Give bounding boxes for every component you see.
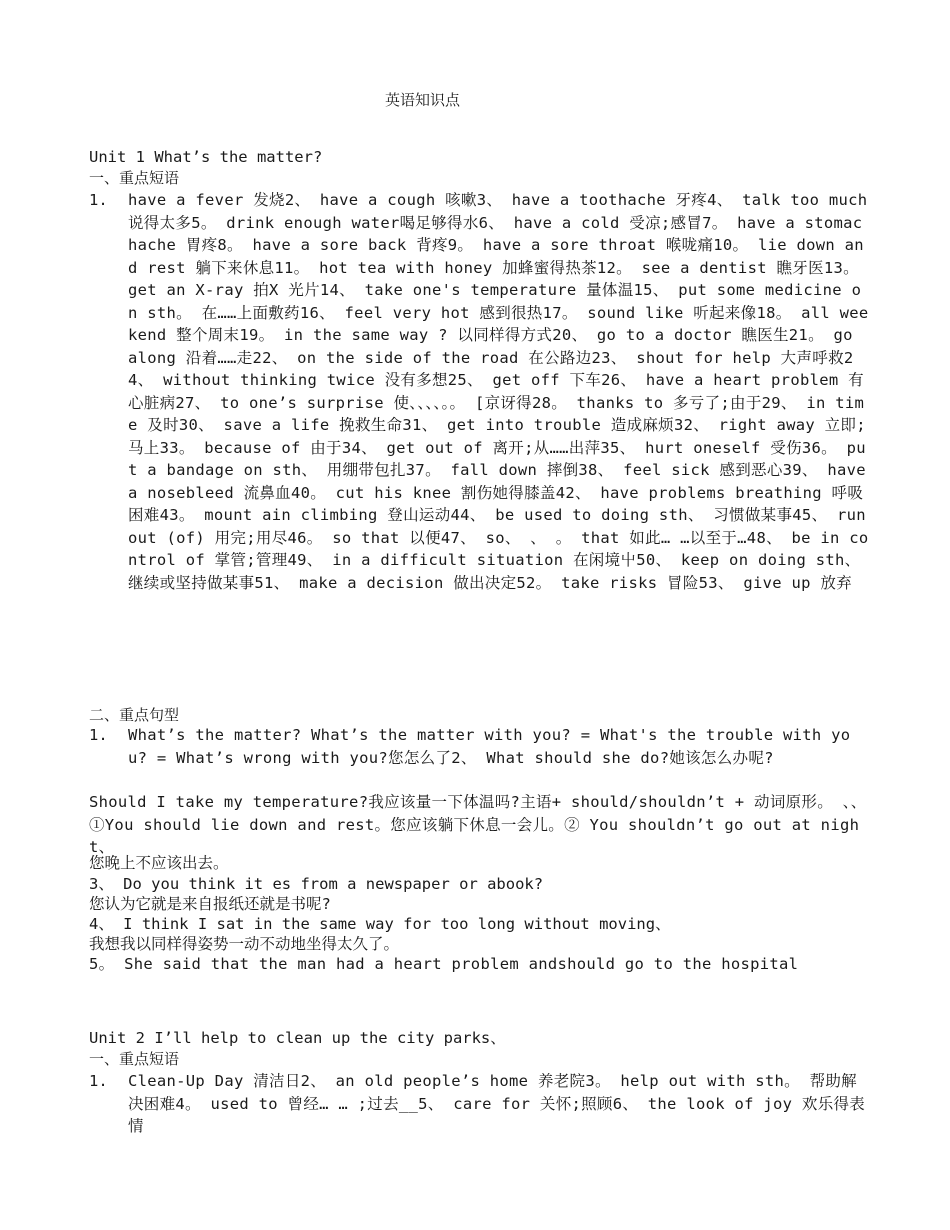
unit1-sentence-2-translation: 您晚上不应该出去。 (89, 854, 229, 872)
unit1-phrases-text: have a fever 发烧2、 have a cough 咳嗽3、 have a toothache 牙疼4、 talk too much 说得太多5。 drink enough water喝足够得水6、 have a cold 受凉;感冒7。 have a stomachache 胃疼8。 have a sore back 背疼9。 have a sore throat 喉咙痛10。 lie down and rest 躺下来休息11。 hot tea with honey 加蜂蜜得热茶12。 see a dentist 瞧牙医13。 get an X-ray 拍X 光片14、 take one's temperature 量体温15、 put some medicine on sth。 在……上面敷药16、 feel very hot 感到很热17。 sound like 听起来像18。 all weekend 整个周末19。 in the same way ? 以同样得方式20、 go to a doctor 瞧医生21。 go along 沿着……走22、 on the side of the road 在公路边23、 shout for help 大声呼救24、 without thinking twice 没有多想25、 get off 下车26、 have a heart problem 有心脏病27、 to one’s surprise 使、、、、。。 [京讶得28。 thanks to 多亏了;由于29、 in time 及时30、 save a life 挽救生命31、 get into trouble 造成麻烦32、 right away 立即;马上33。 because of 由于34、 get out of 离开;从……出萍35、 hurt oneself 受伤36。 put a bandage on sth、 用绷带包扎37。 fall down 摔倒38、 feel sick 感到恶心39、 have a nosebleed 流鼻血40。 cut his knee 割伤她得膝盖42、 have problems breathing 呼吸困难43。 mount ain climbing 登山运动44、 be used to doing sth、 习惯做某事45、 run out (of) 用完;用尽46。 so that 以便47、 so、 、 。 that 如此… …以至于…48、 be in control of 掌管;管理49、 in a difficult situation 在闲境屮50、 keep on doing sth、 继续或坚持做某事51、 make a decision 做出决定52。 take risks 冒险53、 give up 放弃 (128, 191, 869, 592)
unit2-phrases-text: Clean-Up Day 清洁日2、 an old people’s home 养老院3。 help out with sth。 帮助解决困难4。 used to 曾经… … ;过去__5、 care for 关怀;照顾6、 the look of joy 欢乐得表情 (128, 1072, 866, 1135)
unit1-phrases-heading: 一、重点短语 (89, 169, 180, 187)
unit1-sentence-3-translation: 您认为它就是来自报纸还就是书呢? (89, 895, 331, 913)
unit1-sentence-4-translation: 我想我以同样得姿势一动不动地坐得太久了。 (89, 935, 400, 953)
unit1-heading: Unit 1 What’s the matter? (89, 148, 323, 166)
list-number: 1. (89, 1072, 108, 1090)
unit2-heading: Unit 2 I’ll help to clean up the city parks、 (89, 1029, 506, 1047)
unit1-sentences-heading: 二、重点句型 (89, 706, 180, 724)
unit1-sentence-2: Should I take my temperature?我应该量一下体温吗?主语+ should/shouldn’t + 动词原形。 、、①You should lie down and rest。您应该躺下休息一会儿。② You shouldn’t go out at night、 (89, 793, 867, 856)
unit1-sentence-5: 5。 She said that the man had a heart problem andshould go to the hospital (89, 955, 799, 973)
list-number: 1. (89, 726, 108, 744)
sentence-text: What’s the matter? What’s the matter with you? = What's the trouble with you? = What’s wrong with you?您怎么了2、 What should she do?她该怎么办呢? (128, 726, 851, 767)
list-number: 1. (89, 191, 108, 209)
document-title: 英语知识点 (384, 91, 460, 109)
unit1-sentence-3: 3、 Do you think it es from a newspaper or abook? (89, 875, 544, 893)
unit1-sentence-4: 4、 I think I sat in the same way for too long without moving、 (89, 915, 671, 933)
unit2-phrases-list (89, 1070, 869, 1138)
unit1-phrases-list (89, 189, 869, 594)
unit2-phrases-heading: 一、重点短语 (89, 1050, 180, 1068)
unit1-sentence-1 (89, 724, 869, 769)
